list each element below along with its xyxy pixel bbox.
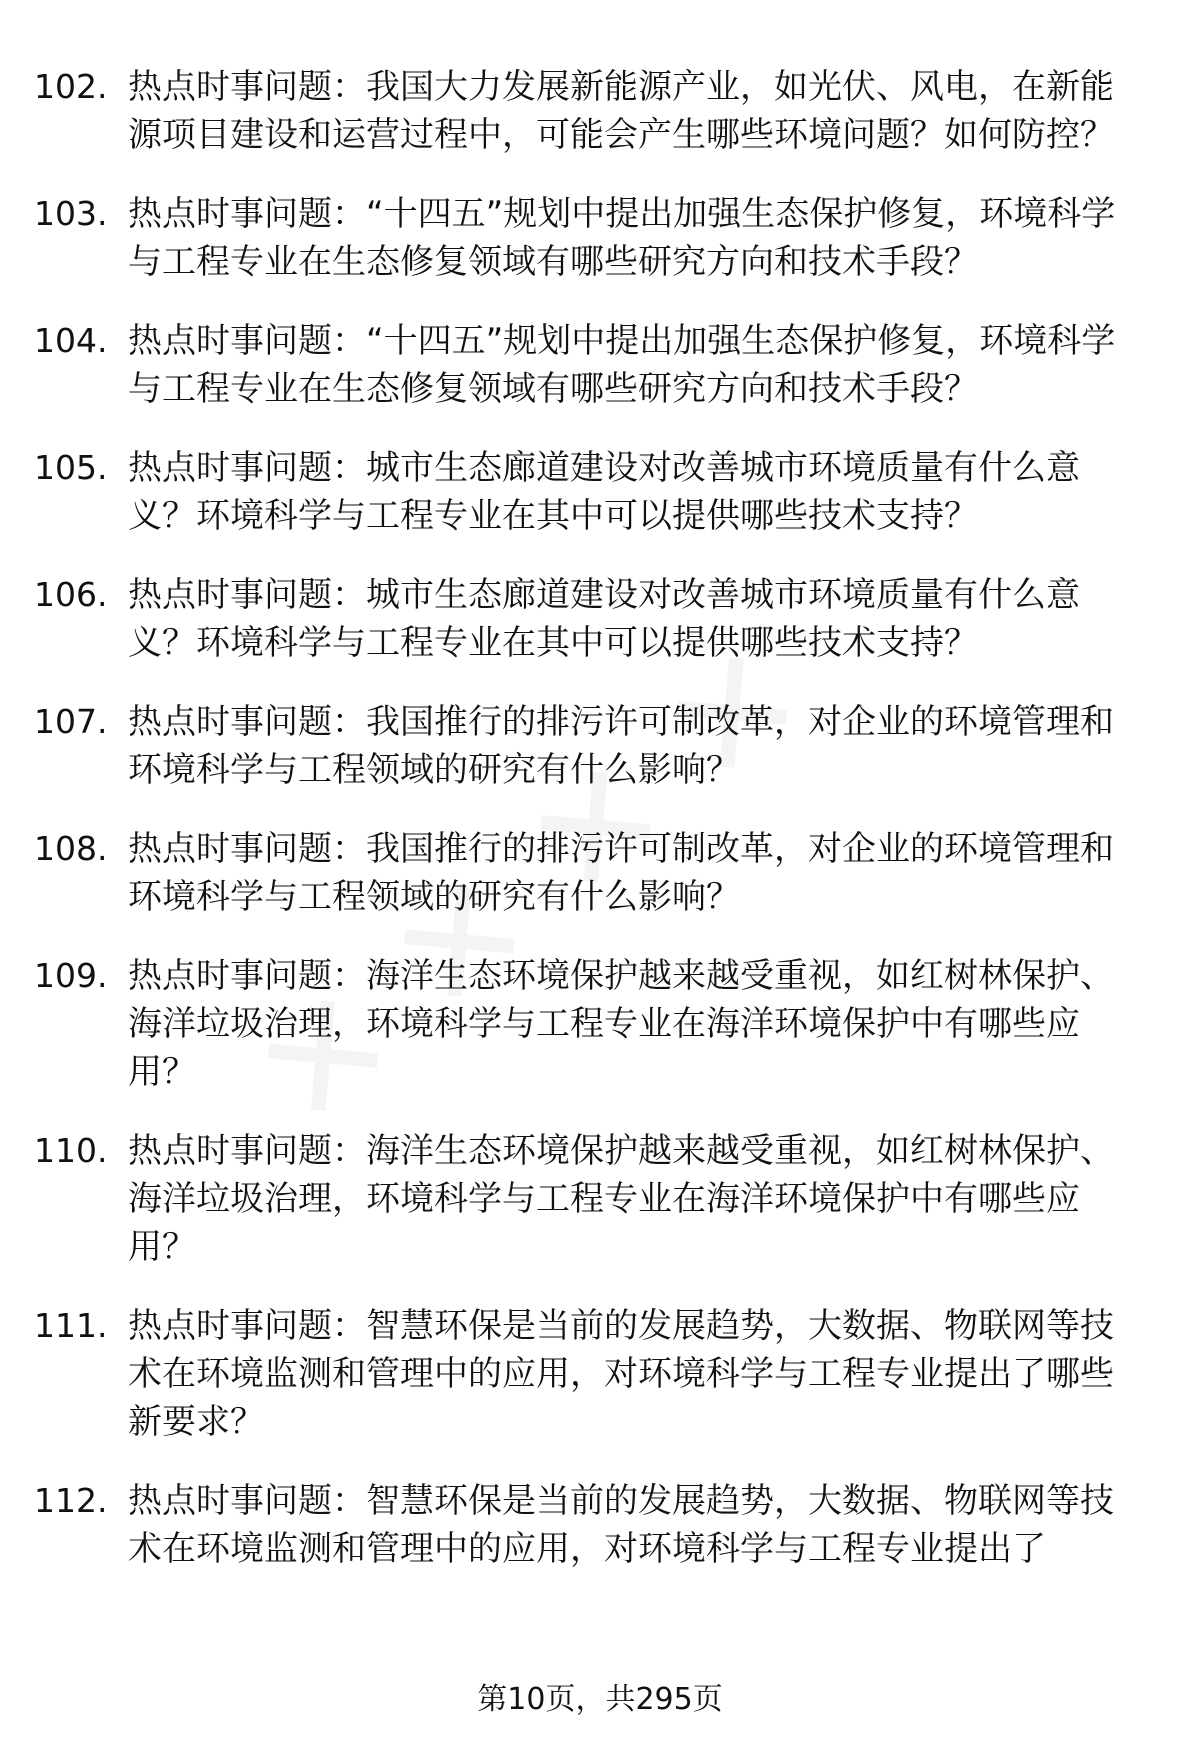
question-text: 热点时事问题：海洋生态环境保护越来越受重视，如红树林保护、海洋垃圾治理，环境科学与工程专业在海洋环境保护中有哪些应用？ (128, 1131, 1114, 1267)
question-item (34, 1477, 1164, 1573)
question-item (34, 1302, 1164, 1446)
question-number: 108. (34, 829, 108, 868)
question-text: 热点时事问题：智慧环保是当前的发展趋势，大数据、物联网等技术在环境监测和管理中的应用，对环境科学与工程专业提出了 (128, 1481, 1114, 1569)
question-number: 109. (34, 956, 108, 995)
question-list (34, 63, 1164, 1604)
question-number: 106. (34, 575, 108, 614)
question-item (34, 698, 1164, 794)
question-number: 103. (34, 194, 108, 233)
question-text: 热点时事问题：我国推行的排污许可制改革，对企业的环境管理和环境科学与工程领域的研究有什么影响？ (128, 702, 1114, 790)
question-text: 热点时事问题：智慧环保是当前的发展趋势，大数据、物联网等技术在环境监测和管理中的应用，对环境科学与工程专业提出了哪些新要求？ (128, 1306, 1114, 1442)
question-item (34, 317, 1164, 413)
page-number-label: 第10页，共295页 (477, 1682, 723, 1717)
question-item (34, 1127, 1164, 1271)
question-number: 111. (34, 1306, 108, 1345)
question-item (34, 825, 1164, 921)
question-item (34, 444, 1164, 540)
question-item (34, 952, 1164, 1096)
question-text: 热点时事问题：城市生态廊道建设对改善城市环境质量有什么意义？环境科学与工程专业在其中可以提供哪些技术支持？ (128, 448, 1080, 536)
question-text: 热点时事问题：城市生态廊道建设对改善城市环境质量有什么意义？环境科学与工程专业在其中可以提供哪些技术支持？ (128, 575, 1080, 663)
question-item (34, 63, 1164, 159)
question-text: 热点时事问题：“十四五”规划中提出加强生态保护修复，环境科学与工程专业在生态修复领域有哪些研究方向和技术手段？ (128, 194, 1116, 282)
question-number: 102. (34, 67, 108, 106)
question-number: 105. (34, 448, 108, 487)
question-item (34, 571, 1164, 667)
question-text: 热点时事问题：“十四五”规划中提出加强生态保护修复，环境科学与工程专业在生态修复领域有哪些研究方向和技术手段？ (128, 321, 1116, 409)
page-footer (0, 1678, 1200, 1722)
question-number: 104. (34, 321, 108, 360)
question-text: 热点时事问题：我国大力发展新能源产业，如光伏、风电，在新能源项目建设和运营过程中，可能会产生哪些环境问题？如何防控？ (128, 67, 1114, 155)
question-number: 110. (34, 1131, 108, 1170)
question-number: 112. (34, 1481, 108, 1520)
question-number: 107. (34, 702, 108, 741)
question-text: 热点时事问题：海洋生态环境保护越来越受重视，如红树林保护、海洋垃圾治理，环境科学与工程专业在海洋环境保护中有哪些应用？ (128, 956, 1114, 1092)
question-text: 热点时事问题：我国推行的排污许可制改革，对企业的环境管理和环境科学与工程领域的研究有什么影响？ (128, 829, 1114, 917)
question-item (34, 190, 1164, 286)
